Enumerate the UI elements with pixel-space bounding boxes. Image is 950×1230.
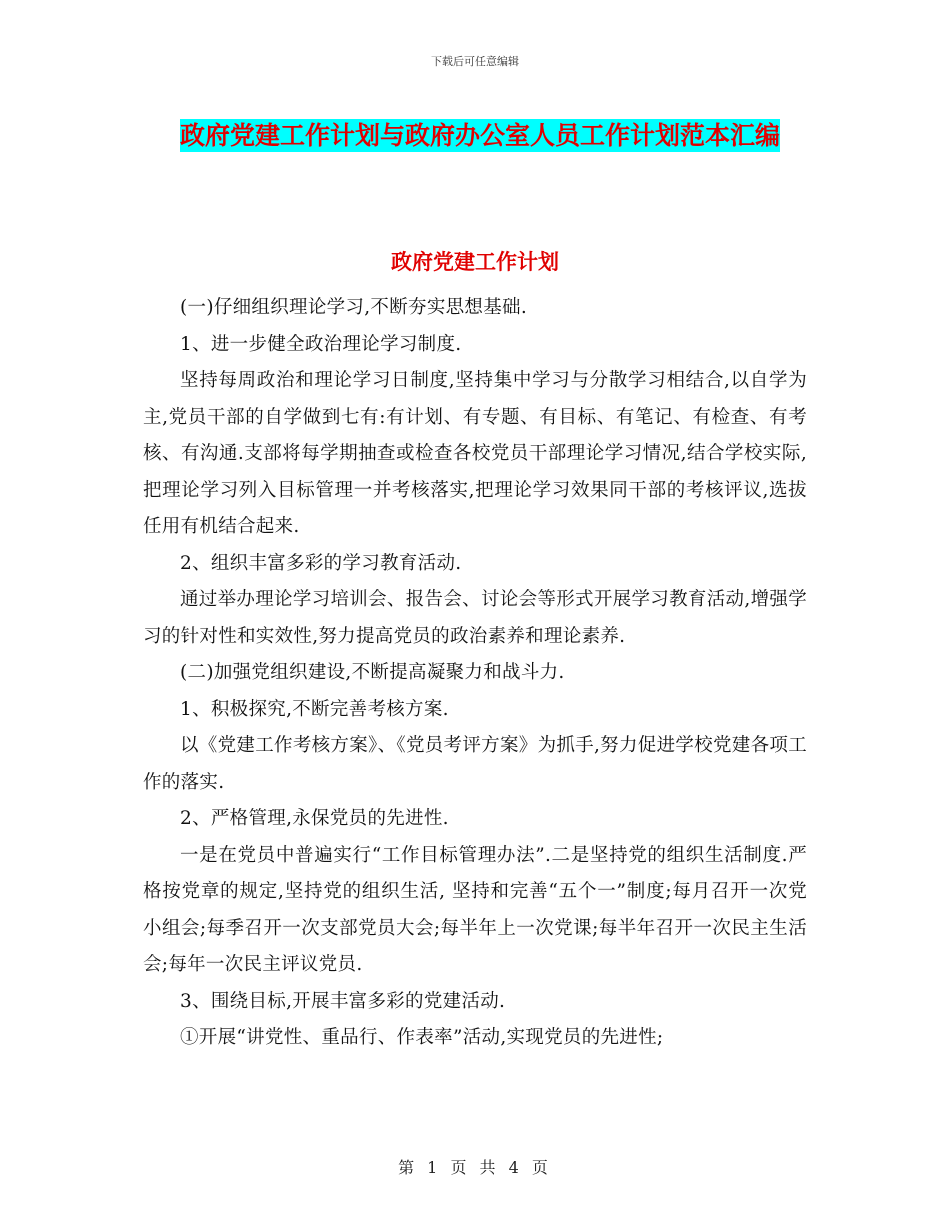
paragraph: 3、围绕目标,开展丰富多彩的党建活动. [180,990,506,1012]
paragraph: 2、严格管理,永保党员的先进性. [180,808,449,829]
section-title: 政府党建工作计划 [391,250,559,274]
paragraph: (一)仔细组织理论学习,不断夯实思想基础. [180,297,527,318]
page-footer: 第 1 页 共 4 页 [398,1158,552,1177]
paragraph: (二)加强党组织建设,不断提高凝聚力和战斗力. [180,662,565,683]
body-text [143,290,807,1057]
paragraph: 一是在党员中普遍实行“工作目标管理办法”.二是坚持党的组织生活制度.严格按党章的规定,坚持党的组织生活, 坚持和完善“五个一”制度;每月召开一次党小组会;每季召开一次支部党员大会;每半年上一次党课;每半年召开一次民主生活会;每年一次民主评议党员. [143,844,807,975]
paragraph: ①开展“讲党性、重品行、作表率”活动,实现党员的先进性; [180,1027,664,1048]
header-note: 下载后可任意编辑 [431,55,519,68]
document-title [150,112,810,160]
paragraph: 坚持每周政治和理论学习日制度,坚持集中学习与分散学习相结合,以自学为主,党员干部的自学做到七有:有计划、有专题、有目标、有笔记、有检查、有考核、有沟通.支部将每学期抽查或检查各校党员干部理论学习情况,结合学校实际,把理论学习列入目标管理一并考核落实,把理论学习效果同干部的考核评议,选拔任用有机结合起来. [143,370,807,537]
paragraph: 以《党建工作考核方案》、《党员考评方案》为抓手,努力促进学校党建各项工作的落实. [143,735,807,793]
paragraph: 1、积极探究,不断完善考核方案. [180,698,449,720]
document-title-text: 政府党建工作计划与政府办公室人员工作计划范本汇编 [179,121,780,150]
paragraph: 1、进一步健全政治理论学习制度. [180,333,462,355]
paragraph: 2、组织丰富多彩的学习教育活动. [180,552,462,574]
paragraph: 通过举办理论学习培训会、报告会、讨论会等形式开展学习教育活动,增强学习的针对性和实效性,努力提高党员的政治素养和理论素养. [143,589,807,647]
